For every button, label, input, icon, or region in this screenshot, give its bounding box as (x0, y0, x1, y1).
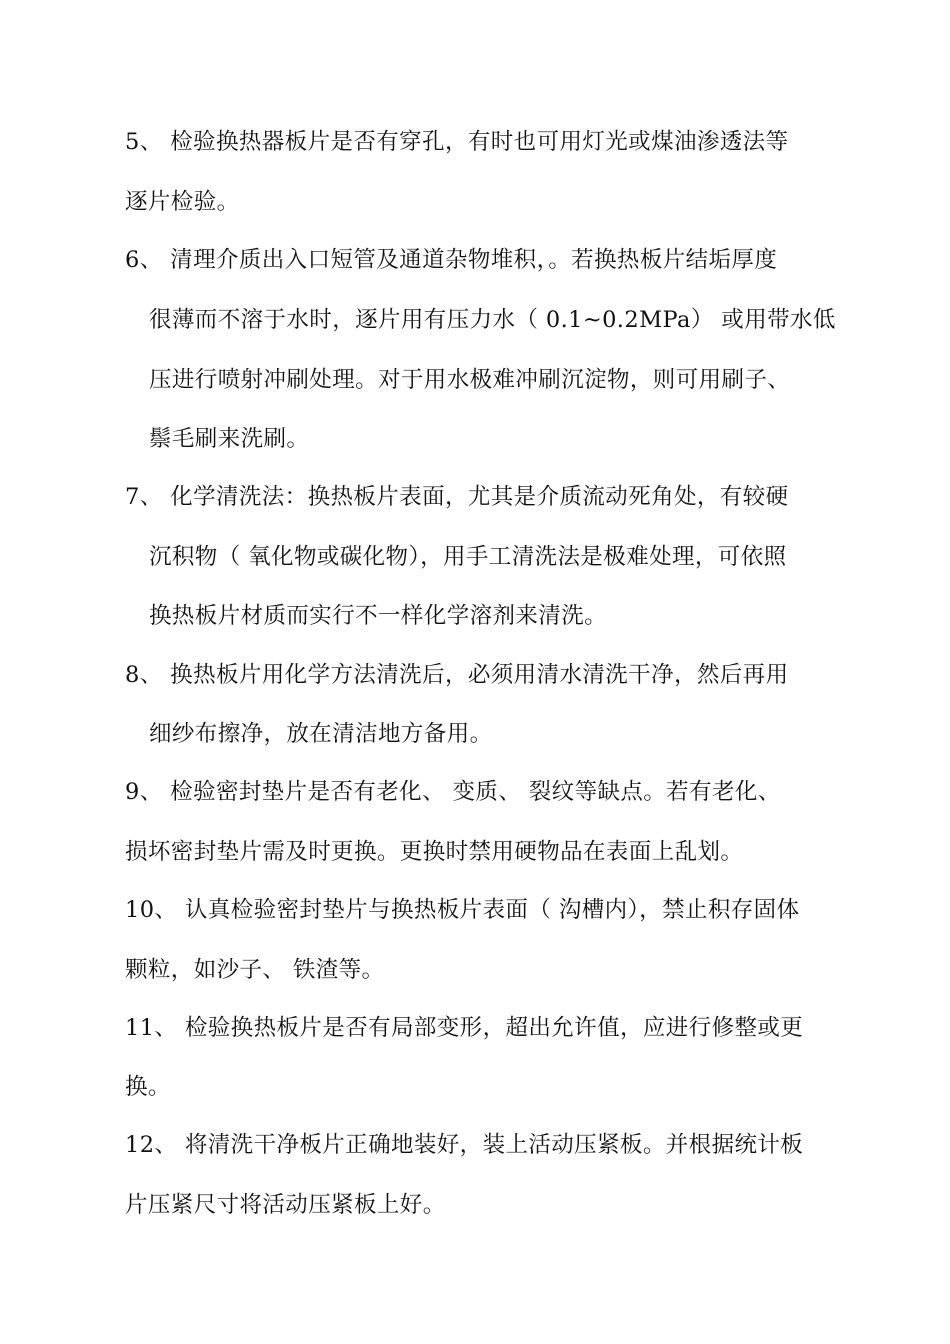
item-10-line-1: 10、 认真检验密封垫片与换热板片表面（ 沟槽内），禁止积存固体 (125, 897, 800, 923)
item-7-line-2: 沉积物（ 氧化物或碳化物），用手工清洗法是极难处理，可依照 (149, 544, 787, 570)
item-6-line-3: 压进行喷射冲刷处理。对于用水极难冲刷沉淀物，则可用刷子、 (149, 367, 791, 393)
item-8-line-1: 8、 换热板片用化学方法清洗后，必须用清水清洗干净，然后再用 (125, 662, 789, 688)
item-12-line-1: 12、 将清洗干净板片正确地装好，装上活动压紧板。并根据统计板 (125, 1132, 804, 1158)
item-9-line-1: 9、 检验密封垫片是否有老化、 变质、 裂纹等缺点。若有老化、 (125, 779, 781, 805)
item-6-line-1: 6、 清理介质出入口短管及通道杂物堆积，。若换热板片结垢厚度 (125, 247, 778, 273)
item-9-line-2: 损坏密封垫片需及时更换。更换时禁用硬物品在表面上乱划。 (125, 839, 744, 865)
item-12-line-2: 片压紧尺寸将活动压紧板上好。 (125, 1192, 446, 1218)
item-8-line-2: 细纱布擦净，放在清洁地方备用。 (149, 721, 493, 747)
item-6-line-2: 很薄而不溶于水时，逐片用有压力水（ 0.1~0.2MPa） 或用带水低 (149, 307, 836, 333)
item-6-line-4: 鬃毛刷来洗刷。 (149, 426, 310, 452)
item-11-line-1: 11、 检验换热板片是否有局部变形，超出允许值，应进行修整或更 (125, 1015, 804, 1041)
item-11-line-2: 换。 (125, 1074, 171, 1100)
item-7-line-3: 换热板片材质而实行不一样化学溶剂来清洗。 (149, 603, 608, 629)
item-5-line-1: 5、 检验换热器板片是否有穿孔，有时也可用灯光或煤油渗透法等 (125, 129, 789, 155)
item-7-line-1: 7、 化学清洗法：换热板片表面，尤其是介质流动死角处，有较硬 (125, 484, 789, 510)
item-5-line-2: 逐片检验。 (125, 189, 240, 215)
item-10-line-2: 颗粒，如沙子、 铁渣等。 (125, 957, 385, 983)
